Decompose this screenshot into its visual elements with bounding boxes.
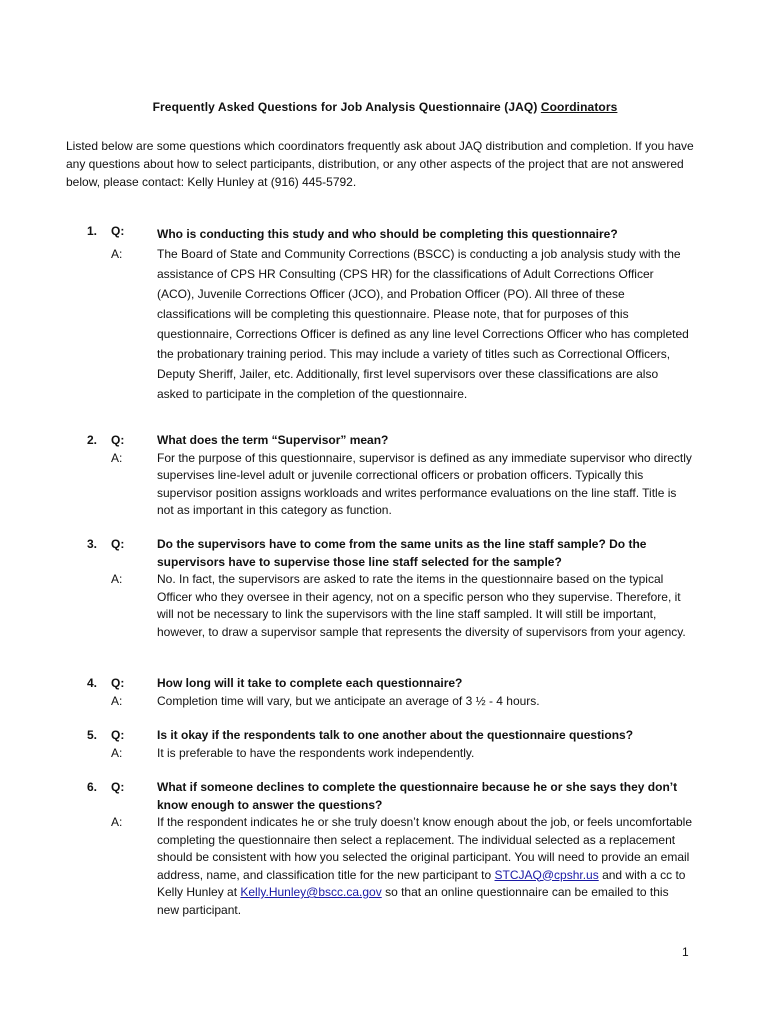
item-number: 2.	[87, 433, 98, 447]
faq-item-2	[0, 432, 770, 520]
page-number: 1	[682, 945, 689, 959]
a-label: A:	[111, 247, 123, 261]
question-text: Who is conducting this study and who should be completing this questionnaire?	[157, 227, 618, 241]
q-label: Q:	[111, 780, 125, 794]
answer-row	[0, 693, 770, 711]
question-row	[0, 432, 770, 450]
question-row	[0, 675, 770, 693]
question-text: Is it okay if the respondents talk to one another about the questionnaire questions?	[157, 728, 634, 742]
question-text: What if someone declines to complete the questionnaire because he or she says they don’t know enough to answer the questions?	[157, 780, 678, 812]
q-label: Q:	[111, 676, 125, 690]
faq-item-1	[0, 224, 770, 404]
question-row	[0, 536, 770, 571]
email-link-stcjaq[interactable]: STCJAQ@cpshr.us	[494, 867, 599, 882]
q-label: Q:	[111, 728, 125, 742]
email-link-kelly-hunley[interactable]: Kelly.Hunley@bscc.ca.gov	[240, 885, 382, 899]
intro-paragraph: Listed below are some questions which coordinators frequently ask about JAQ distribution and completion. If you have any questions about how to select participants, distribution, or any other aspects of the project that are not answered below, please contact: Kelly Hunley at (916) 445-5792.	[66, 139, 694, 189]
q-label: Q:	[111, 537, 125, 551]
answer-text: For the purpose of this questionnaire, supervisor is defined as any immediate supervisor who directly supervises line-level adult or juvenile correctional officers or probation officers. Typically this supervisor position assigns workloads and writes performance evaluations on the line staff. Title is not as important in this category as function.	[157, 450, 692, 517]
answer-text	[157, 814, 692, 919]
answer-text-part-2: and with a cc to Kelly Hunley at	[157, 867, 686, 899]
answer-text-part-1: If the respondent indicates he or she truly doesn’t know enough about the job, or feels uncomfortable completing the questionnaire then select a replacement. The individual selected as a replacement should be consistent with how you selected the original participant. You will need to provide an email address, name, and classification title for the new participant to	[157, 815, 693, 882]
title-main: Frequently Asked Questions for Job Analysis Questionnaire (JAQ)	[152, 100, 538, 114]
a-label: A:	[111, 572, 123, 586]
item-number: 6.	[87, 780, 98, 794]
a-label: A:	[111, 745, 123, 760]
a-label: A:	[111, 815, 123, 829]
answer-text: It is preferable to have the respondents work independently.	[157, 745, 475, 760]
answer-row	[0, 571, 770, 641]
page-title	[0, 100, 770, 114]
question-text: What does the term “Supervisor” mean?	[157, 433, 389, 447]
answer-text: The Board of State and Community Corrections (BSCC) is conducting a job analysis study with the assistance of CPS HR Consulting (CPS HR) for the classifications of Adult Corrections Officer (ACO), Juvenile Corrections Officer (JCO), and Probation Officer (PO). All three of these classifications will be completing this questionnaire. Please note, that for purposes of this questionnaire, Corrections Officer is defined as any line level Corrections Officer who has completed the probationary training period. This may include a variety of titles such as Correctional Officers, Deputy Sheriff, Jailer, etc. Additionally, first level supervisors over these classifications are also asked to participate in the completion of the questionnaire.	[157, 247, 689, 401]
question-row	[0, 779, 770, 814]
q-label: Q:	[111, 433, 125, 447]
faq-item-3	[0, 536, 770, 641]
item-number: 3.	[87, 537, 98, 551]
answer-text: Completion time will vary, but we anticipate an average of 3 ½ - 4 hours.	[157, 693, 540, 708]
item-number: 5.	[87, 728, 98, 742]
answer-row	[0, 244, 770, 404]
item-number: 4.	[87, 676, 98, 690]
question-row	[0, 224, 770, 244]
q-label: Q:	[111, 224, 125, 238]
faq-item-6	[0, 779, 770, 919]
answer-row	[0, 450, 770, 520]
item-number: 1.	[87, 224, 98, 238]
faq-item-5	[0, 727, 770, 762]
answer-row	[0, 745, 770, 763]
a-label: A:	[111, 450, 123, 465]
title-coordinators: Coordinators	[540, 100, 618, 114]
question-text: How long will it take to complete each questionnaire?	[157, 676, 463, 690]
question-row	[0, 727, 770, 745]
a-label: A:	[111, 693, 123, 708]
answer-text: No. In fact, the supervisors are asked to rate the items in the questionnaire based on the typical Officer who they oversee in their agency, not on a specific person who they supervise. Therefore, it will not be necessary to link the supervisors with the line staff sampled. It will still be important, however, to draw a supervisor sample that represents the diversity of supervisors from your agency.	[157, 572, 686, 639]
answer-text-part-3: so that an online questionnaire can be emailed to this new participant.	[157, 885, 669, 917]
faq-item-4	[0, 675, 770, 710]
question-text: Do the supervisors have to come from the same units as the line staff sample? Do the supervisors have to supervise those line staff selected for the sample?	[157, 537, 647, 569]
answer-row	[0, 814, 770, 919]
